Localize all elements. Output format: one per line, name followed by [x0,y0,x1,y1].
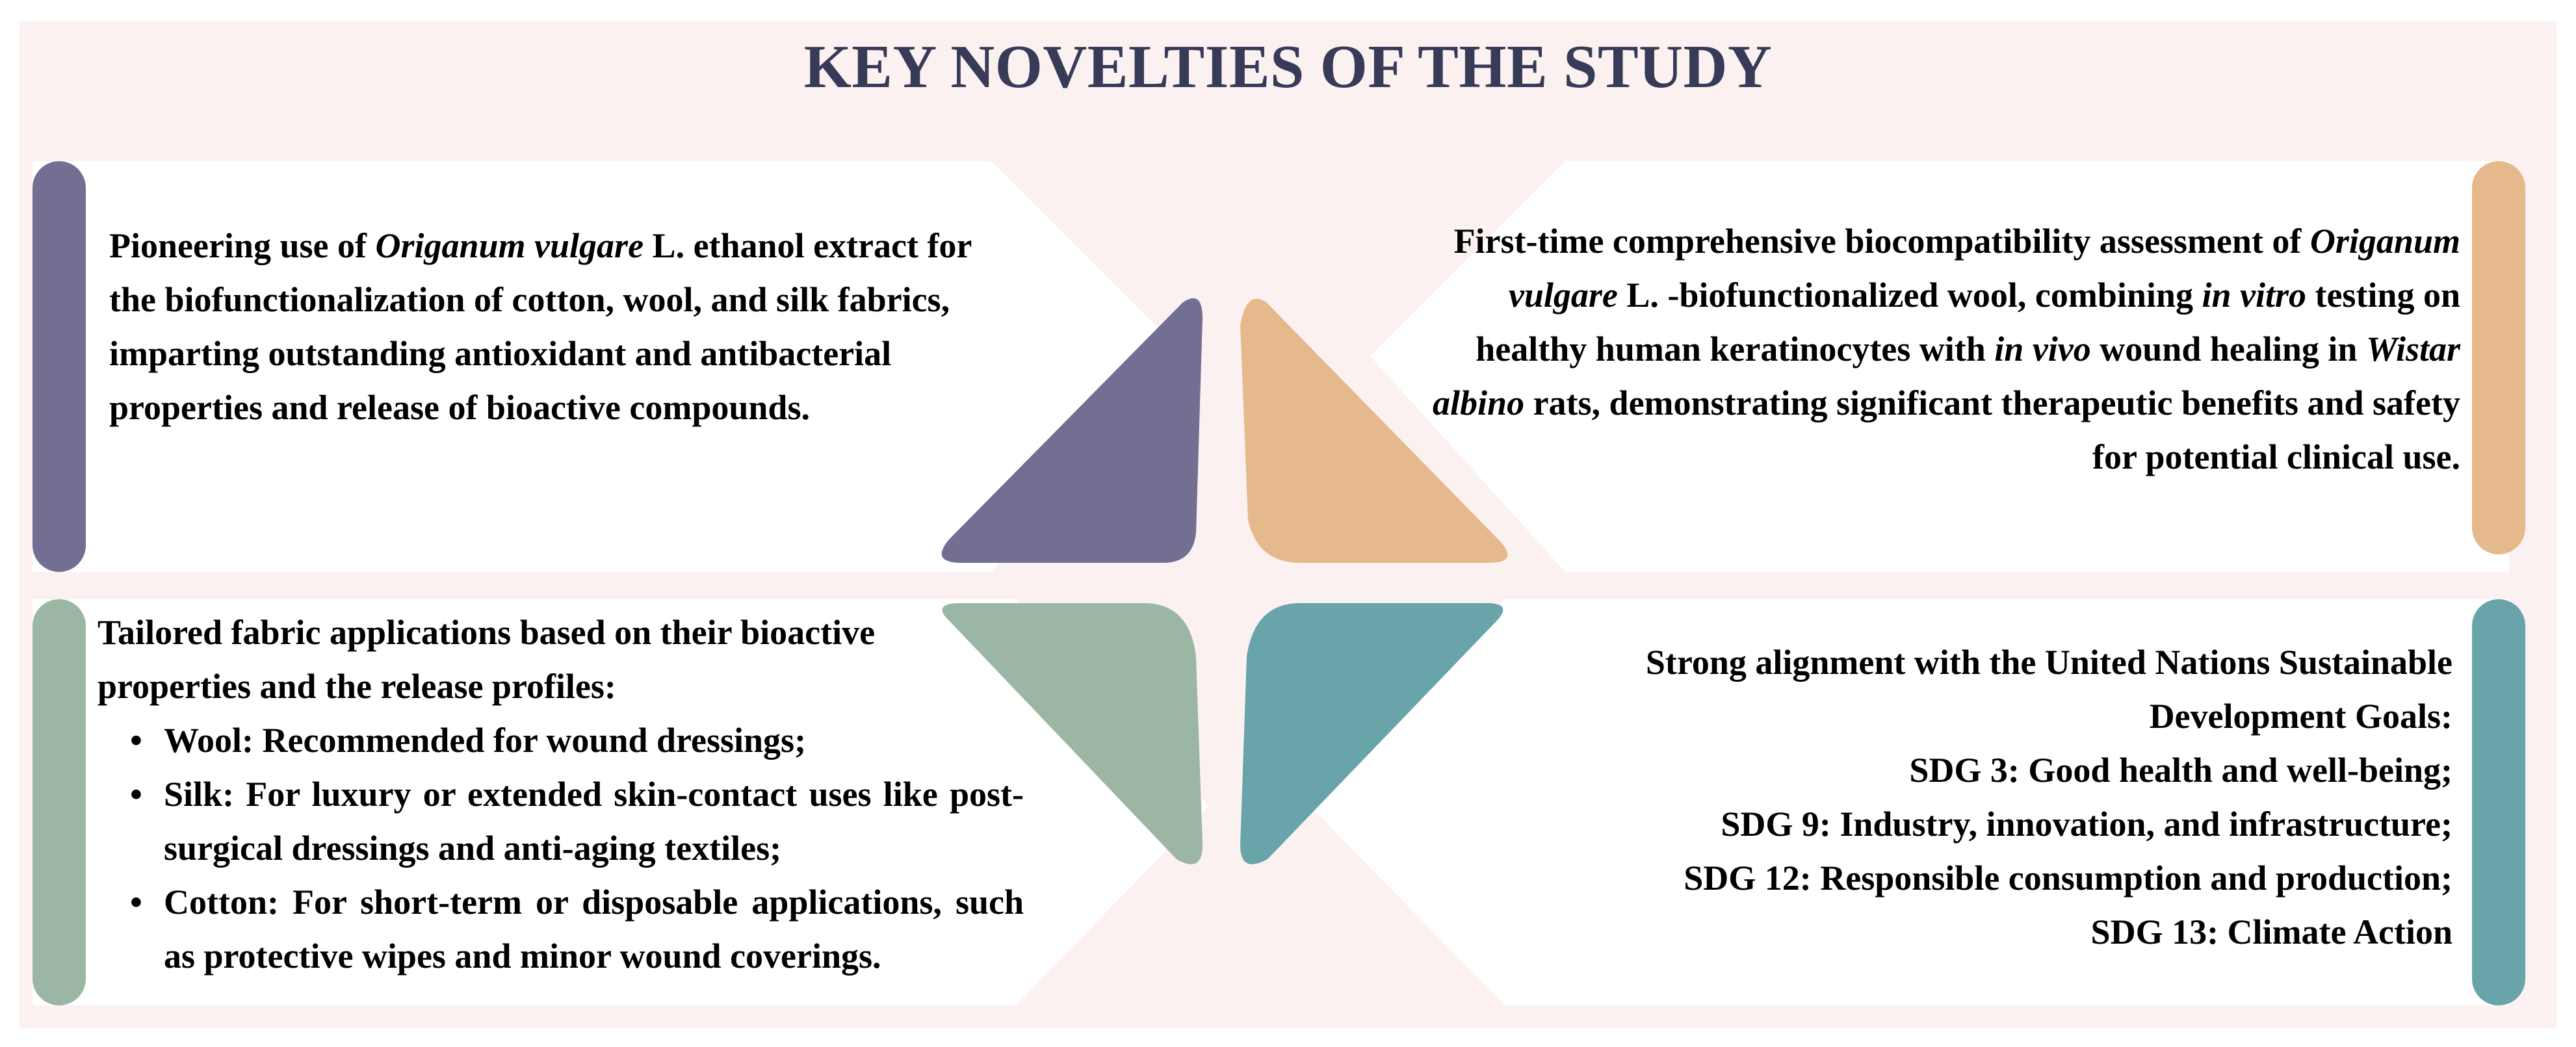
top-right-accent-bar [2472,161,2525,554]
top-left-accent-bar [33,161,86,572]
sdg-item: SDG 13: Climate Action [2090,912,2452,951]
applications-list [98,714,1024,983]
species-name: Origanum vulgare [375,226,644,265]
rat-strain-name: Wistar albino [1433,330,2460,422]
sdg-intro: Strong alignment with the United Nations Sustainable Development Goals: [1645,643,2452,736]
bottom-left-accent-bar [33,599,86,1005]
species-name: Origanum vulgare [1508,222,2460,315]
top-left-novelty-text: Pioneering use of Origanum vulgare L. ethanol extract for the biofunctionalization of cotton, wool, and silk fabrics, imparting outstanding antioxidant and antibacterial properties and release of bioactive compounds. [109,226,972,427]
sdg-item: SDG 12: Responsible consumption and production; [1684,859,2452,898]
top-right-novelty-text: First-time comprehensive biocompatibility assessment of Origanum vulgare L. -biofunctionalized wool, combining in vitro testing on healthy human keratinocytes with in vivo wound healing in Wistar albino rats, demonstrating significant therapeutic benefits and safety for potential clinical use. [1433,222,2460,476]
applications-intro: Tailored fabric applications based on their bioactive properties and the release profiles: [98,613,876,706]
page-title: KEY NOVELTIES OF THE STUDY [803,33,1773,101]
list-item: • Wool: Recommended for wound dressings; [130,721,807,760]
list-item: • Cotton: For short-term or disposable applications, such as protective wipes and minor wound coverings. [130,883,1024,976]
bottom-left-novelty-text [98,606,1024,983]
bottom-right-novelty-text [1463,636,2452,959]
sdg-item: SDG 9: Industry, innovation, and infrastructure; [1721,805,2452,844]
list-item: • Silk: For luxury or extended skin-contact uses like post-surgical dressings and anti-aging textiles; [130,775,1024,868]
sdg-item: SDG 3: Good health and well-being; [1909,751,2452,790]
bottom-right-accent-bar [2472,599,2525,1005]
